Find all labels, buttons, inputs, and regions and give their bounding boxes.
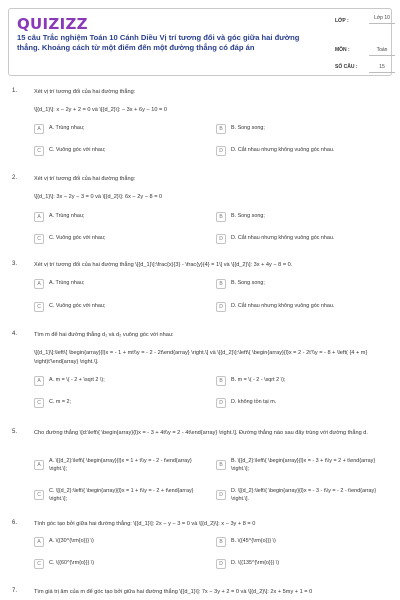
- option-text: B. Song song;: [231, 213, 265, 219]
- option-letter: B: [216, 279, 226, 289]
- question-number: 3.: [12, 261, 18, 267]
- question-number: 2.: [12, 175, 18, 181]
- option-text: A. \[{d_2}:\left\{ \begin{array}{l}x = 1 + t\\y = - 2 - t\end{array} \right.\];: [49, 458, 192, 472]
- question-number: 4.: [12, 331, 18, 337]
- subject-value: Toán: [369, 47, 395, 56]
- option-text: D. \[{d_2}:\left\{ \begin{array}{l}x = - 3 - t\\y = - 2 - t\end{array} \right.\].: [231, 488, 377, 502]
- option-b[interactable]: [216, 376, 381, 387]
- option-c[interactable]: [34, 559, 199, 570]
- option-c[interactable]: [34, 302, 199, 313]
- option-letter: C: [34, 146, 44, 156]
- option-letter: C: [34, 234, 44, 244]
- count-label: SỐ CÂU :: [335, 64, 358, 70]
- question-text: Xét vị trí tương đối của hai đường thẳng \[{d_1}\]:\frac{x}{3} - \frac{y}{4} = 1\] và \[{d_2}\]: 3x + 4y − 8 = 0.: [34, 262, 293, 268]
- document-title: 15 câu Trắc nghiệm Toán 10 Cánh Diều Vị trí tương đối và góc giữa hai đường thẳng. Khoảng cách từ một điểm đến một đường thẳng có đáp án: [17, 33, 300, 52]
- class-value: Lớp 10: [369, 15, 395, 24]
- question-lines: \[{d_1}\]:\left\{ \begin{array}{l}x = - 1 + mt\\y = - 2 - 2t\end{array} \right.\] và \[{d_2}\]:\left\{ \begin{array}{l}x = 2 - 2t'\\y = - 8 + \left( {4 + m} \right)t'\end{array} \right.\].: [34, 350, 368, 365]
- option-b[interactable]: [216, 124, 381, 135]
- option-d[interactable]: [216, 146, 381, 157]
- question-number: 5.: [12, 429, 18, 435]
- question-lines: \[{d_1}\]: x − 2y + 2 = 0 và \[{d_2}\]: − 3x + 6y − 10 = 0: [34, 107, 167, 113]
- option-b[interactable]: [216, 457, 381, 475]
- question-text: Xét vị trí tương đối của hai đường thẳng:: [34, 89, 136, 95]
- option-letter: C: [34, 559, 44, 569]
- option-letter: D: [216, 302, 226, 312]
- option-letter: A: [34, 460, 44, 470]
- option-letter: D: [216, 490, 226, 500]
- option-text: B. \[{d_2}:\left\{ \begin{array}{l}x = - 3 + t\\y = 2 + t\end{array} \right.\];: [231, 458, 376, 472]
- option-letter: D: [216, 234, 226, 244]
- question-text: Tìm m để hai đường thẳng d₁ và d₂ vuông góc với nhau:: [34, 332, 174, 338]
- question-number: 7.: [12, 588, 18, 594]
- option-a[interactable]: [34, 124, 199, 135]
- option-letter: A: [34, 279, 44, 289]
- option-text: C. \[{d_2}:\left\{ \begin{array}{l}x = 1 + t\\y = - 2 + t\end{array} \right.\];: [49, 488, 194, 502]
- option-text: D. \({135^{\rm{o}}} \): [231, 560, 280, 566]
- option-text: C. m = 2;: [49, 399, 72, 405]
- option-b[interactable]: [216, 537, 381, 548]
- count-value: 15: [369, 64, 395, 73]
- option-letter: B: [216, 460, 226, 470]
- option-text: A. Trùng nhau;: [49, 125, 85, 131]
- option-letter: B: [216, 537, 226, 547]
- option-letter: A: [34, 376, 44, 386]
- option-a[interactable]: [34, 376, 199, 387]
- question-text: Cho đường thẳng \[d:\left\{ \begin{array}{l}x = - 3 + 4t\\y = 2 - 4t\end{array} \right.\]. Đường thẳng nào sau đây trùng với đường thẳng d.: [34, 430, 368, 436]
- option-letter: D: [216, 398, 226, 408]
- question-lines: \[{d_1}\]: 3x − 2y − 3 = 0 và \[{d_2}\]: 6x − 2y − 8 = 0: [34, 194, 163, 200]
- option-text: D. Cắt nhau nhưng không vuông góc nhau.: [231, 147, 335, 153]
- option-text: D. Cắt nhau nhưng không vuông góc nhau.: [231, 303, 335, 309]
- option-text: A. m = \( - 2 + \sqrt 2 \);: [49, 377, 105, 383]
- option-text: B. Song song;: [231, 280, 265, 286]
- quizizz-logo: QUIZIZZ: [17, 15, 88, 33]
- option-d[interactable]: [216, 234, 381, 245]
- option-letter: A: [34, 124, 44, 134]
- option-c[interactable]: [34, 234, 199, 245]
- class-label: LỚP :: [335, 18, 349, 24]
- option-letter: C: [34, 302, 44, 312]
- option-c[interactable]: [34, 487, 199, 505]
- question-number: 1.: [12, 88, 18, 94]
- option-b[interactable]: [216, 279, 381, 290]
- option-text: A. Trùng nhau;: [49, 280, 85, 286]
- option-letter: B: [216, 124, 226, 134]
- option-letter: D: [216, 559, 226, 569]
- option-a[interactable]: [34, 457, 199, 475]
- option-text: A. Trùng nhau;: [49, 213, 85, 219]
- option-letter: D: [216, 146, 226, 156]
- question-text: Xét vị trí tương đối của hai đường thẳng:: [34, 176, 136, 182]
- option-c[interactable]: [34, 398, 199, 409]
- option-d[interactable]: [216, 398, 381, 409]
- question-text: Tính góc tạo bởi giữa hai đường thẳng: \[{d_1}\]: 2x − y − 3 = 0 và \[{d_2}\]: x − 3y + 8 = 0: [34, 521, 256, 527]
- option-text: D. không tồn tại m.: [231, 399, 277, 405]
- option-letter: C: [34, 490, 44, 500]
- option-text: C. \({60^{\rm{o}}} \): [49, 560, 95, 566]
- option-text: C. Vuông góc với nhau;: [49, 303, 106, 309]
- question-text: Tìm giá trị âm của m để góc tạo bởi giữa hai đường thẳng \[{d_1}\]: 7x − 3y + 2 = 0 và \[{d_2}\]: 2x + 5my + 1 = 0: [34, 589, 313, 595]
- option-letter: C: [34, 398, 44, 408]
- option-text: C. Vuông góc với nhau;: [49, 147, 106, 153]
- option-letter: A: [34, 212, 44, 222]
- option-letter: B: [216, 212, 226, 222]
- option-text: A. \({30^{\rm{o}}} \): [49, 538, 94, 544]
- option-text: C. Vuông góc với nhau;: [49, 235, 106, 241]
- option-a[interactable]: [34, 279, 199, 290]
- option-d[interactable]: [216, 559, 381, 570]
- option-b[interactable]: [216, 212, 381, 223]
- option-d[interactable]: [216, 487, 381, 505]
- option-a[interactable]: [34, 212, 199, 223]
- question-number: 6.: [12, 520, 18, 526]
- option-letter: A: [34, 537, 44, 547]
- subject-label: MÔN :: [335, 47, 350, 53]
- option-text: B. Song song;: [231, 125, 265, 131]
- quiz-header: [8, 8, 392, 76]
- option-a[interactable]: [34, 537, 199, 548]
- option-text: D. Cắt nhau nhưng không vuông góc nhau.: [231, 235, 335, 241]
- option-c[interactable]: [34, 146, 199, 157]
- option-text: B. \({45^{\rm{o}}} \): [231, 538, 276, 544]
- option-text: B. m = \( - 2 - \sqrt 2 \);: [231, 377, 286, 383]
- option-letter: B: [216, 376, 226, 386]
- option-d[interactable]: [216, 302, 381, 313]
